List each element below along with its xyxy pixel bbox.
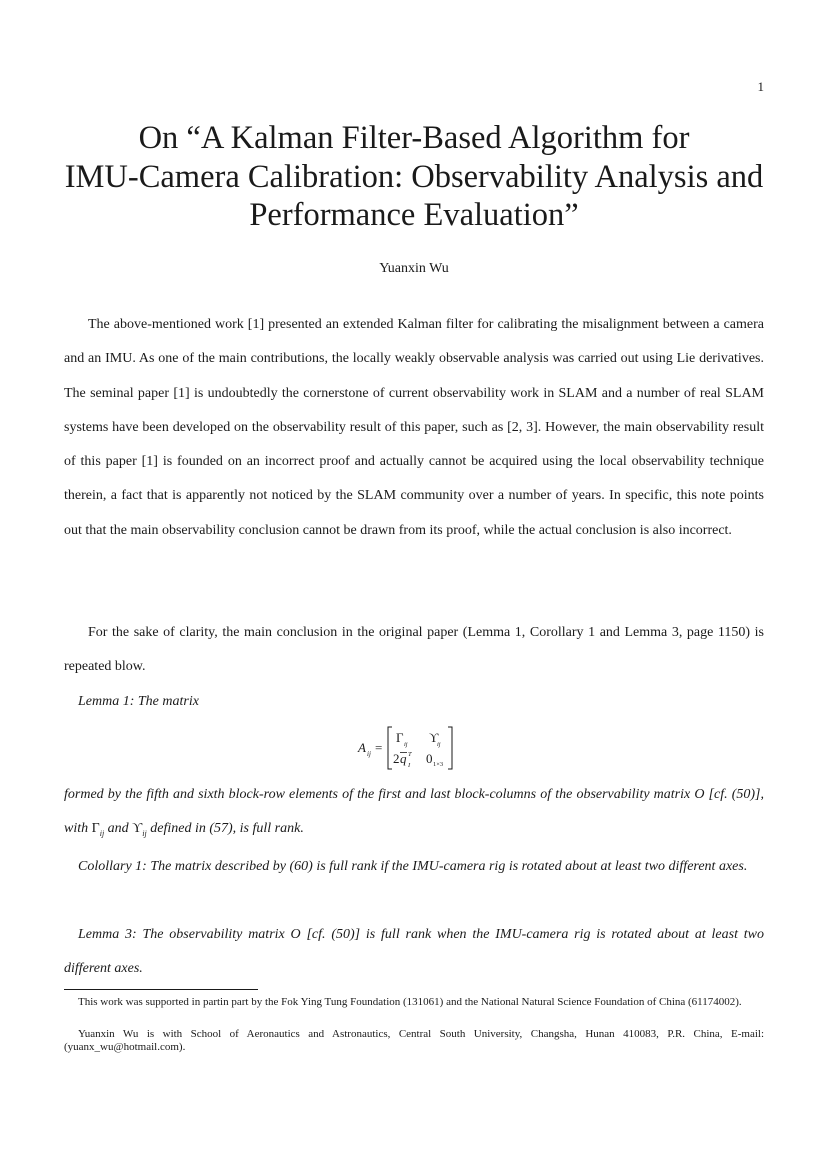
m21-coef: 2 (393, 751, 400, 766)
left-bracket (388, 727, 392, 769)
footnote-funding: This work was supported in partin part by the Fok Ying Tung Foundation (131061) and the National Natural Science Foundation of China (61174002). (78, 996, 742, 1008)
author-name: Yuanxin Wu (379, 261, 449, 276)
colollary-1: Colollary 1: The matrix described by (60) is full rank if the IMU-camera rig is rotated about at least two different axes. (78, 859, 748, 874)
m21-sub: I (408, 762, 411, 769)
upsilon-sub: ij (142, 829, 147, 839)
gamma-sub: ij (99, 829, 105, 839)
footnote-affiliation: Yuanxin Wu is with School of Aeronautics and Astronautics, Central South University, Changsha, Hunan 410083, P.R. China, E-mail: (yuanx_wu@hotmail.com). (64, 1028, 764, 1054)
lemma-3: Lemma 3: The observability matrix O [cf. (50)] is full rank when the IMU-camera rig is rotated about at least two different axes. (64, 927, 764, 977)
abstract-paragraph: The above-mentioned work [1] presented an extended Kalman filter for calibrating the misalignment between a camera and an IMU. As one of the main contributions, the locally weakly observable analysis was carried out using Lie derivatives. The seminal paper [1] is undoubtedly the cornerstone of current observability work in SLAM and a number of real SLAM systems have been developed on the observability result of this paper, such as [2, 3]. However, the main observability result of this paper [1] is founded on an incorrect proof and actually cannot be acquired using the local observability technique therein, a fact that is apparently not noticed by the SLAM community over a number of years. In specific, this note points out that the main observability conclusion cannot be drawn from its proof, while the actual conclusion is also incorrect. (64, 317, 764, 538)
intro-paragraph: For the sake of clarity, the main conclusion in the original paper (Lemma 1, Corollary 1 and Lemma 3, page 1150) is repeated blow. (64, 625, 764, 675)
lemma-1-statement (64, 778, 764, 851)
lemma-1-intro: Lemma 1: The matrix (78, 694, 199, 709)
eq-equals: = (375, 740, 383, 755)
m21-var: q (400, 751, 407, 766)
m12-sub: ij (437, 741, 441, 748)
title-line-1: On “A Kalman Filter-Based Algorithm for (138, 120, 690, 156)
footnote-divider (64, 989, 258, 990)
m11-sub: ij (404, 741, 408, 748)
m12: ϒ (429, 730, 439, 745)
gamma-symbol (91, 821, 105, 839)
matrix-equation (356, 725, 466, 771)
upsilon-char: ϒ (132, 821, 143, 837)
gamma-char: Γ (91, 821, 100, 837)
m22: 0 (426, 751, 433, 766)
m11: Γ (396, 730, 404, 745)
and-word: and (107, 821, 129, 837)
m21-sup: T (408, 751, 412, 758)
paper-title (40, 119, 788, 235)
m22-sub: 1×3 (433, 761, 444, 768)
eq-lhs: A (358, 740, 366, 755)
title-line-3: Performance Evaluation” (249, 197, 579, 233)
upsilon-symbol (132, 821, 147, 839)
lemma-1-text-part2: defined in (57), is full rank. (150, 821, 304, 837)
page-number: 1 (757, 79, 764, 94)
right-bracket (448, 727, 452, 769)
title-line-2: IMU-Camera Calibration: Observability Analysis and (64, 158, 764, 195)
eq-lhs-sub: ij (367, 750, 371, 758)
lemma-1-text-part1: formed by the fifth and sixth block-row elements of the first and last block-columns of the observability matrix O [cf. (50)], with (64, 787, 764, 837)
